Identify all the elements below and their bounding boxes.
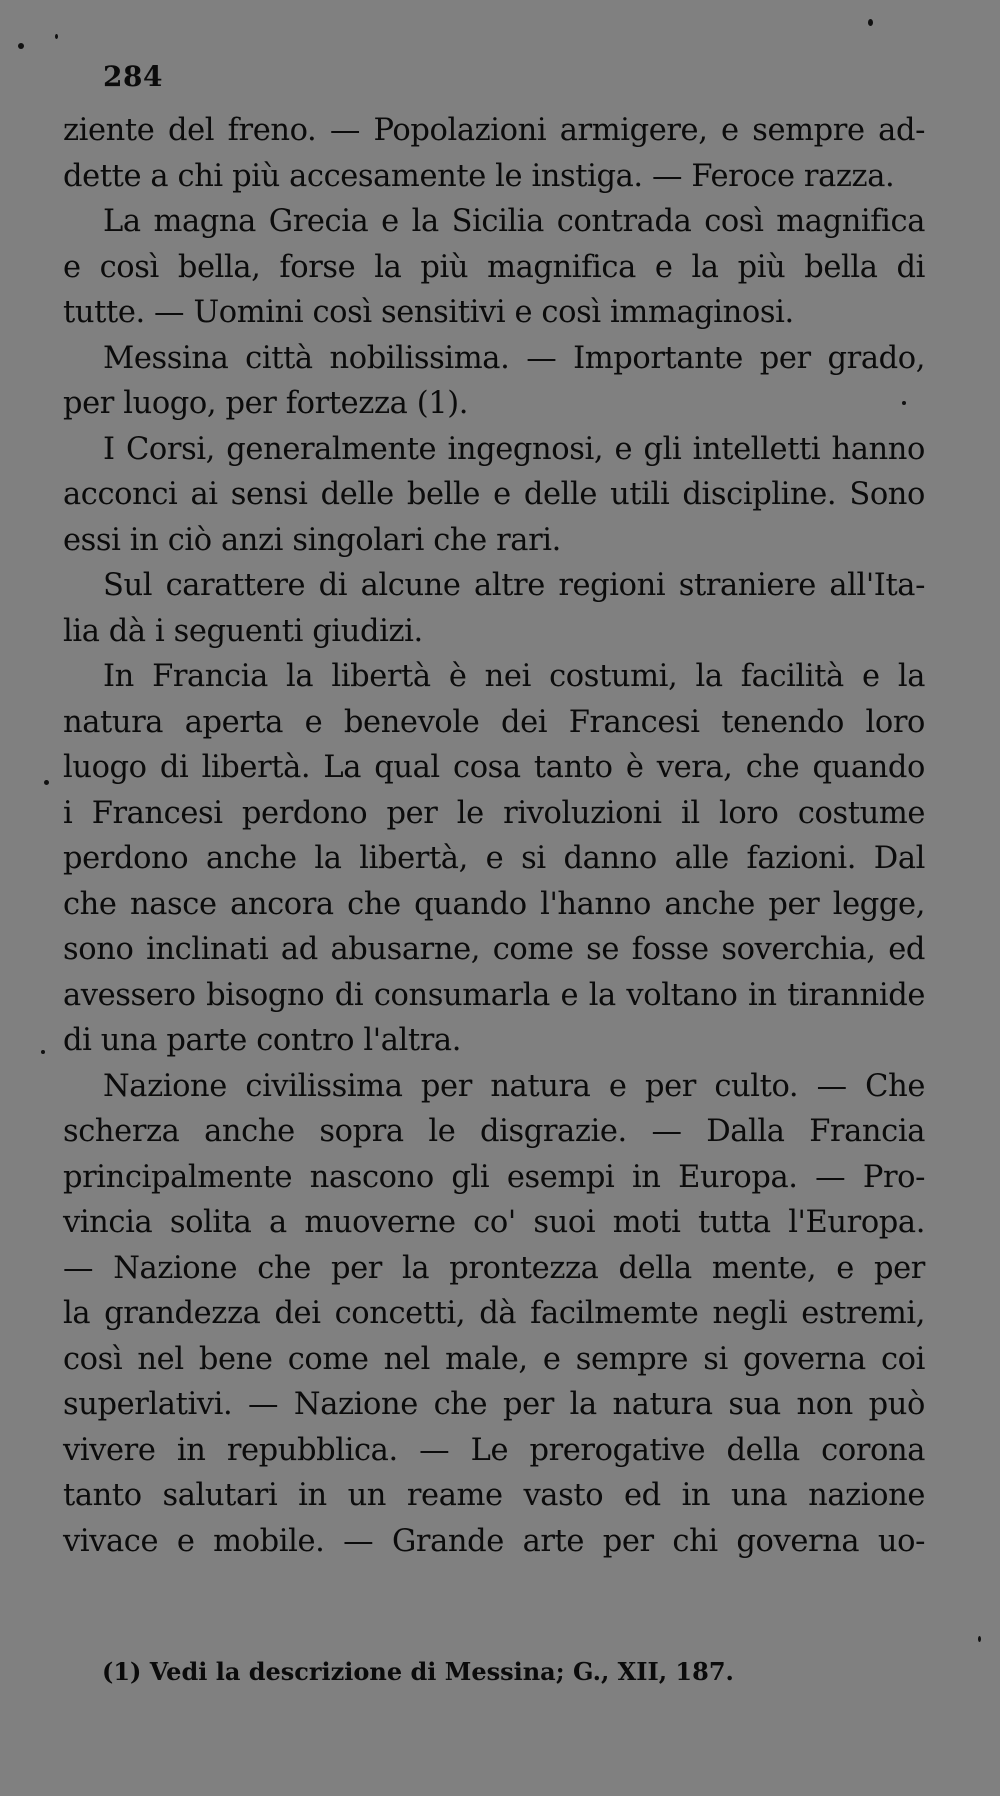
text-line: In Francia la libertà è nei costumi, la facilità e la [103, 659, 925, 694]
text-line: dette a chi più accesamente le instiga. — Feroce razza. [63, 158, 895, 194]
text-line: natura aperta e benevole dei Francesi tenendo loro [63, 704, 925, 740]
text-line: I Corsi, generalmente ingegnosi, e gli intelletti hanno [103, 431, 925, 467]
text-line: essi in ciò anzi singolari che rari. [63, 522, 561, 558]
text-line: tanto salutari in un reame vasto ed in una nazione [63, 1478, 925, 1513]
text-line: la grandezza dei concetti, dà facilmemte negli estremi, [63, 1296, 925, 1331]
print-speck [978, 1636, 981, 1642]
text-line: tutte. — Uomini così sensitivi e così immaginosi. [63, 295, 794, 330]
footnote: (1) Vedi la descrizione di Messina; G., XII, 187. [102, 1657, 734, 1686]
print-speck [55, 34, 58, 39]
text-line: superlativi. — Nazione che per la natura sua non può [63, 1387, 925, 1422]
text-line: i Francesi perdono per le rivoluzioni il loro costume [63, 795, 925, 831]
text-line: così nel bene come nel male, e sempre si governa coi [63, 1341, 925, 1377]
text-line: acconci ai sensi delle belle e delle utili discipline. Sono [63, 477, 925, 512]
text-line: avessero bisogno di consumarla e la voltano in tirannide [63, 977, 925, 1013]
text-line: Nazione civilissima per natura e per culto. — Che [103, 1068, 925, 1104]
text-line: e così bella, forse la più magnifica e la più bella di [63, 249, 925, 285]
text-line: vivere in repubblica. — Le prerogative della corona [63, 1432, 925, 1468]
text-line: luogo di libertà. La qual cosa tanto è vera, che quando [63, 750, 925, 785]
text-line: vivace e mobile. — Grande arte per chi governa uo- [63, 1523, 925, 1559]
text-line: principalmente nascono gli esempi in Europa. — Pro- [63, 1159, 925, 1195]
text-line: sono inclinati ad abusarne, come se fosse soverchia, ed [63, 932, 925, 967]
page-number: 284 [103, 60, 163, 93]
text-line: per luogo, per fortezza (1). [63, 386, 468, 421]
text-line: Sul carattere di alcune altre regioni straniere all'Ita- [103, 568, 925, 603]
text-line: che nasce ancora che quando l'hanno anche per legge, [63, 886, 925, 922]
text-line: La magna Grecia e la Sicilia contrada così magnifica [103, 204, 925, 239]
text-line: lia dà i seguenti giudizi. [63, 613, 423, 649]
text-line: — Nazione che per la prontezza della mente, e per [63, 1250, 925, 1286]
text-line: ziente del freno. — Popolazioni armigere, e sempre ad- [63, 113, 925, 148]
text-line: di una parte contro l'altra. [63, 1023, 462, 1058]
text-line: Messina città nobilissima. — Importante per grado, [103, 340, 925, 376]
print-speck [41, 1050, 45, 1054]
print-speck [902, 401, 906, 405]
print-speck [868, 19, 873, 26]
body-text [63, 108, 925, 1564]
text-line: perdono anche la libertà, e si danno alle fazioni. Dal [63, 841, 925, 876]
print-speck [44, 780, 49, 785]
print-speck [18, 43, 24, 49]
text-line: scherza anche sopra le disgrazie. — Dalla Francia [63, 1114, 925, 1149]
text-line: vincia solita a muoverne co' suoi moti tutta l'Europa. [63, 1205, 925, 1240]
